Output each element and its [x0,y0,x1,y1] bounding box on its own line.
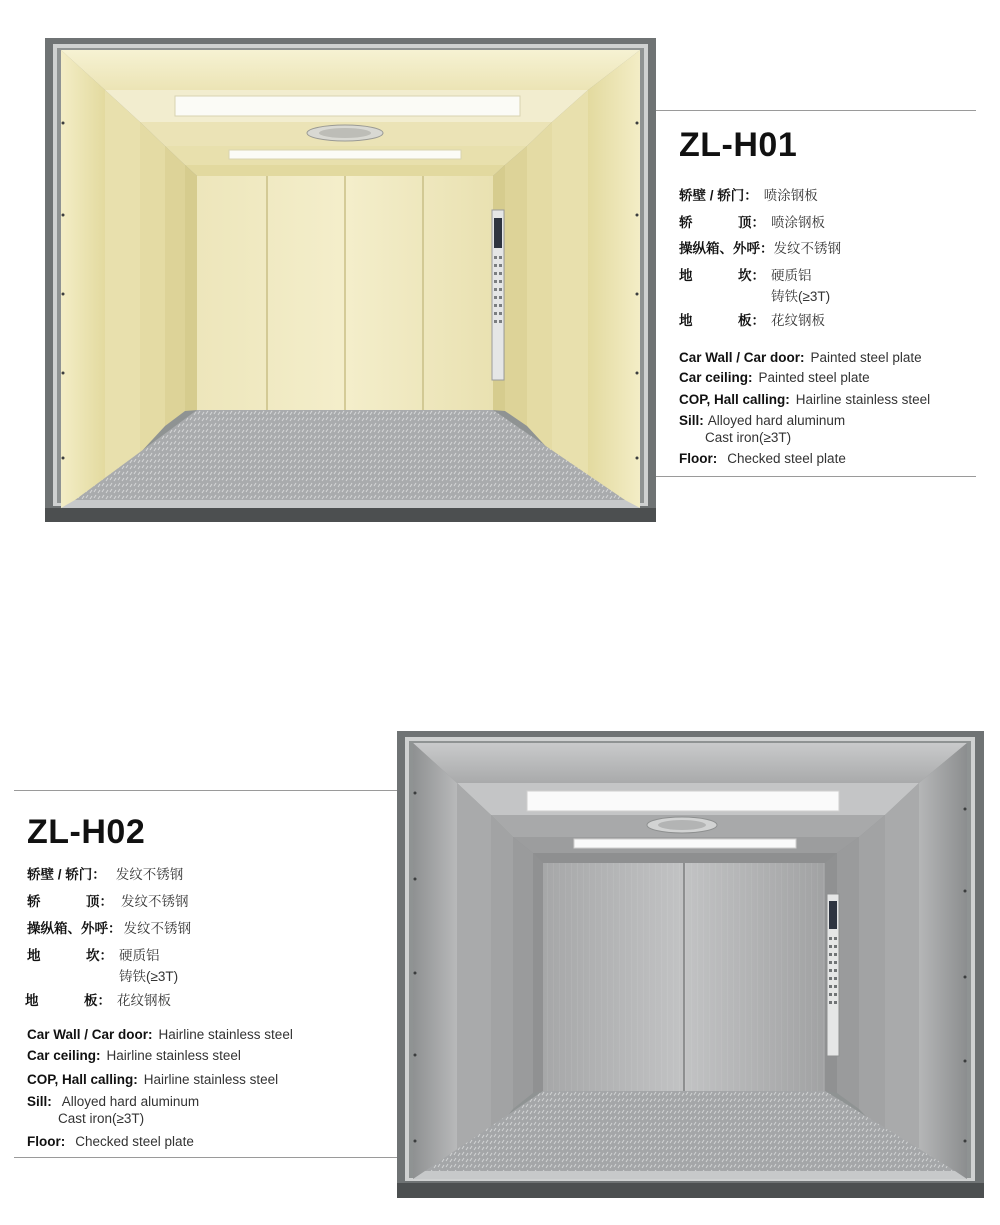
spec-label: 顶： [738,215,765,230]
spec-value: 发纹不锈钢 [123,921,191,936]
spec-label: 坎： [738,268,765,283]
spec-value: Alloyed hard aluminum [61,1094,200,1109]
spec-label: 板： [738,313,765,328]
spec-value: Hairline stainless steel [158,1027,293,1042]
spec-en-ceiling-h01 [679,369,870,386]
spec-label: Car ceiling: [679,370,753,385]
divider-bottom-h02 [14,1157,397,1158]
spec-value: 花纹钢板 [771,313,825,328]
model-title-h01: ZL-H01 [679,126,798,164]
spec-label: COP, Hall calling: [679,392,790,407]
spec-cn-floor-h02 [25,992,171,1009]
spec-value: 铸铁(≥3T) [119,969,179,984]
spec-label: 地 [25,993,39,1008]
spec-value: 发纹不锈钢 [773,241,841,256]
spec-label: Car ceiling: [27,1048,101,1063]
elevator-car-image-h02 [397,731,984,1198]
spec-value: Cast iron(≥3T) [705,430,792,445]
spec-en-floor-h01 [679,450,846,467]
spec-cn-ceiling-h02 [27,893,189,910]
spec-value: 喷涂钢板 [771,215,825,230]
spec-en-cop-h01 [679,391,930,408]
spec-value: Checked steel plate [75,1134,194,1149]
spec-en-wall-h02 [27,1026,293,1043]
spec-value: 铸铁(≥3T) [771,289,831,304]
divider-top-h01 [656,110,976,111]
spec-label: Sill: [27,1094,52,1109]
spec-cn-cop-h02 [27,920,191,937]
spec-label: 地 [679,313,693,328]
spec-en-wall-h01 [679,349,922,366]
spec-label: 地 [27,948,41,963]
spec-label: COP, Hall calling: [27,1072,138,1087]
spec-label: Floor: [27,1134,66,1149]
spec-value: 喷涂钢板 [763,188,818,203]
spec-label: Car Wall / Car door: [679,350,805,365]
spec-cn-sill-h01 [679,267,879,307]
spec-label: 轿壁 / 轿门： [27,867,106,882]
spec-value: 硬质铝 [119,948,160,963]
spec-en-cop-h02 [27,1071,278,1088]
spec-value: Checked steel plate [727,451,846,466]
spec-value: 硬质铝 [771,268,812,283]
spec-value: Painted steel plate [758,370,870,385]
spec-cn-sill-h02 [27,947,227,987]
spec-value: Alloyed hard aluminum [707,413,846,428]
spec-label: 地 [679,268,693,283]
spec-en-sill-h02 [27,1093,247,1127]
spec-label: 坎： [86,948,113,963]
spec-value: Hairline stainless steel [143,1072,279,1087]
spec-label: Floor: [679,451,718,466]
spec-label: 轿 [27,894,41,909]
spec-value: 花纹钢板 [117,993,171,1008]
spec-label: 操纵箱、外呼： [27,921,122,936]
spec-value: 发纹不锈钢 [115,867,184,882]
elevator-car-image-h01 [45,38,656,522]
divider-bottom-h01 [656,476,976,477]
spec-label: 操纵箱、外呼： [679,241,774,256]
spec-label: 顶： [86,894,113,909]
spec-en-floor-h02 [27,1133,194,1150]
spec-en-ceiling-h02 [27,1047,241,1064]
spec-cn-floor-h01 [679,312,825,329]
spec-label: Sill: [679,413,704,428]
spec-value: 发纹不锈钢 [121,894,189,909]
spec-label: 轿壁 / 轿门： [679,188,758,203]
spec-value: Hairline stainless steel [106,1048,241,1063]
model-title-h02: ZL-H02 [27,813,146,851]
spec-en-sill-h01 [679,412,899,446]
spec-label: 轿 [679,215,693,230]
spec-cn-cop-h01 [679,240,841,257]
spec-cn-ceiling-h01 [679,214,825,231]
spec-label: 板： [84,993,111,1008]
divider-top-h02 [14,790,397,791]
spec-value: Painted steel plate [810,350,922,365]
spec-value: Cast iron(≥3T) [58,1111,145,1126]
spec-label: Car Wall / Car door: [27,1027,153,1042]
spec-value: Hairline stainless steel [795,392,931,407]
spec-cn-wall-h02 [27,866,183,883]
spec-cn-wall-h01 [679,187,818,204]
